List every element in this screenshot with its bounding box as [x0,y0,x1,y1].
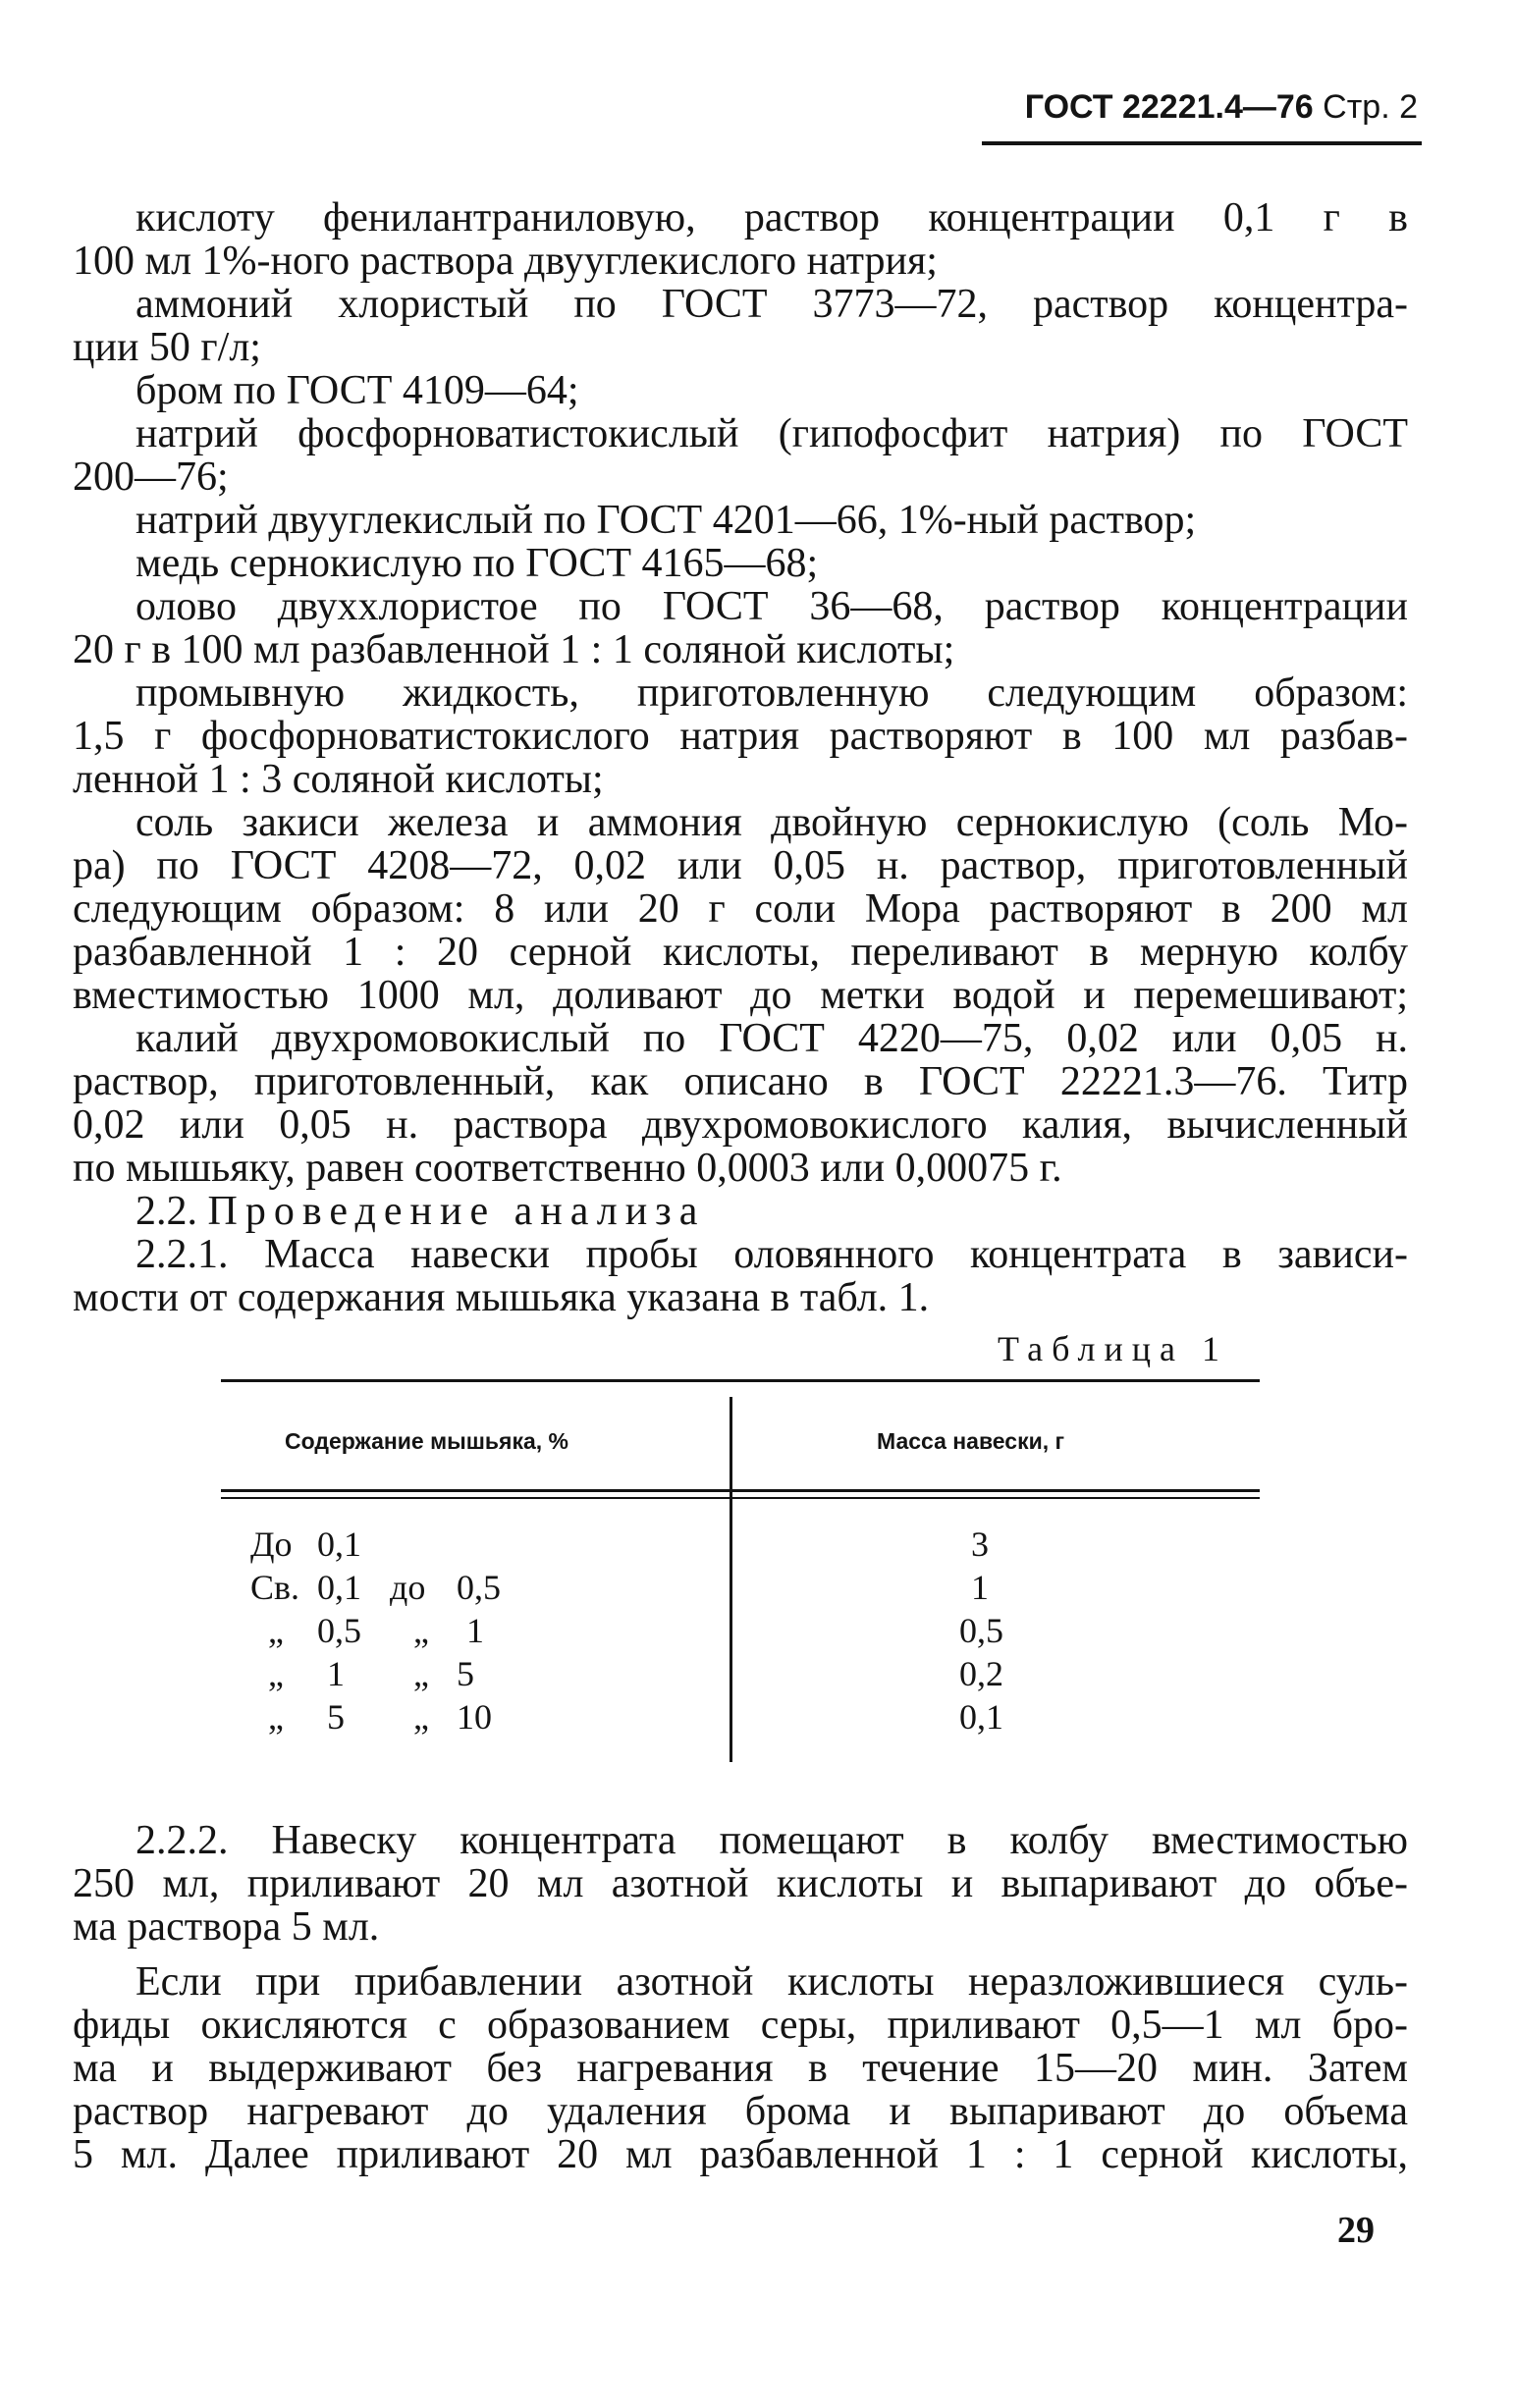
text-line: следующим образом: 8 или 20 г соли Мора растворяют в 200 мл [73,886,1408,932]
cell-prefix: „ [268,1654,284,1693]
cell-mass: 3 [971,1525,989,1564]
cell-from: 0,1 [317,1525,361,1564]
table-header-rule [221,1489,1260,1492]
table-caption: Таблица 1 [998,1329,1228,1368]
cell-mass: 1 [971,1568,989,1607]
text-line: ма раствора 5 мл. [73,1904,380,1950]
table-header-arsenic: Содержание мышьяка, % [285,1428,569,1454]
cell-prefix: „ [268,1611,284,1650]
text-line: медь сернокислую по ГОСТ 4165—68; [135,541,819,586]
table-header-mass: Масса навески, г [877,1428,1065,1454]
text-line: бром по ГОСТ 4109—64; [135,368,579,413]
text-line: раствор, приготовленный, как описано в ГОСТ 22221.3—76. Титр [73,1059,1408,1104]
header-text [1025,88,1418,127]
text-line: Если при прибавлении азотной кислоты неразложившиеся суль- [135,1959,1408,2005]
cell-from: 0,5 [317,1611,361,1650]
text-line: 100 мл 1%-ного раствора двууглекислого натрия; [73,239,938,284]
text-line: раствор нагревают до удаления брома и выпаривают до объема [73,2089,1408,2134]
text-line: вместимостью 1000 мл, доливают до метки водой и перемешивают; [73,973,1408,1018]
cell-to-word: „ [413,1697,429,1737]
data-table [221,1379,1260,1762]
text-line: разбавленной 1 : 20 серной кислоты, переливают в мерную колбу [73,930,1408,975]
page-header [982,82,1422,145]
cell-to: 5 [457,1654,474,1693]
cell-to-word: до [390,1568,426,1607]
text-line: аммоний хлористый по ГОСТ 3773—72, раствор концентра- [135,282,1408,327]
cell-to: 10 [457,1697,492,1737]
text-line: по мышьяку, равен соответственно 0,0003 или 0,00075 г. [73,1146,1062,1191]
text-line: олово двуххлористое по ГОСТ 36—68, раствор концентрации [135,584,1408,629]
cell-prefix: „ [268,1697,284,1737]
text-line: ции 50 г/л; [73,325,261,370]
text-line: калий двухромовокислый по ГОСТ 4220—75, 0,02 или 0,05 н. [135,1016,1408,1061]
text-line: 5 мл. Далее приливают 20 мл разбавленной 1 : 1 серной кислоты, [73,2132,1408,2177]
table-column-divider [730,1397,732,1762]
cell-to: 0,5 [457,1568,501,1607]
text-line: ра) по ГОСТ 4208—72, 0,02 или 0,05 н. раствор, приготовленный [73,843,1408,888]
text-line: 250 мл, приливают 20 мл азотной кислоты и выпаривают до объе- [73,1861,1408,1906]
page-label: Стр. 2 [1323,88,1418,126]
text-line: ма и выдерживают без нагревания в течение 15—20 мин. Затем [73,2046,1408,2091]
text-line: натрий фосфорноватистокислый (гипофосфит натрия) по ГОСТ [135,411,1408,456]
text-line: натрий двууглекислый по ГОСТ 4201—66, 1%-ный раствор; [135,498,1197,543]
text-line: 2.2.1. Масса навески пробы оловянного концентрата в зависи- [135,1232,1408,1277]
cell-to-word: „ [413,1654,429,1693]
text-line: 1,5 г фосфорноватистокислого натрия растворяют в 100 мл разбав- [73,714,1408,759]
section-heading [135,1190,705,1233]
section-number: 2.2. [135,1189,197,1234]
cell-prefix: До [250,1525,293,1564]
text-line: 200—76; [73,455,229,500]
table-header-rule-2 [221,1497,1260,1499]
page-number: 29 [1337,2210,1375,2251]
section-title: Проведение анализа [207,1189,706,1234]
text-line: ленной 1 : 3 соляной кислоты; [73,757,604,802]
text-line: 0,02 или 0,05 н. раствора двухромовокислого калия, вычисленный [73,1102,1408,1148]
cell-mass: 0,1 [959,1697,1003,1737]
text-line: промывную жидкость, приготовленную следующим образом: [135,670,1408,716]
cell-to: 1 [466,1611,484,1650]
standard-code: ГОСТ 22221.4—76 [1024,88,1314,126]
text-line: 2.2.2. Навеску концентрата помещают в колбу вместимостью [135,1818,1408,1863]
cell-from: 5 [327,1697,345,1737]
text-line: кислоту фенилантраниловую, раствор концентрации 0,1 г в [135,195,1408,241]
cell-mass: 0,2 [959,1654,1003,1693]
cell-from: 1 [327,1654,345,1693]
text-line: 20 г в 100 мл разбавленной 1 : 1 соляной кислоты; [73,627,955,672]
table-top-rule [221,1379,1260,1382]
text-line: фиды окисляются с образованием серы, приливают 0,5—1 мл бро- [73,2003,1408,2048]
cell-to-word: „ [413,1611,429,1650]
cell-from: 0,1 [317,1568,361,1607]
cell-prefix: Св. [250,1568,300,1607]
cell-mass: 0,5 [959,1611,1003,1650]
text-line: соль закиси железа и аммония двойную сернокислую (соль Мо- [135,800,1408,845]
text-line: мости от содержания мышьяка указана в табл. 1. [73,1275,930,1320]
